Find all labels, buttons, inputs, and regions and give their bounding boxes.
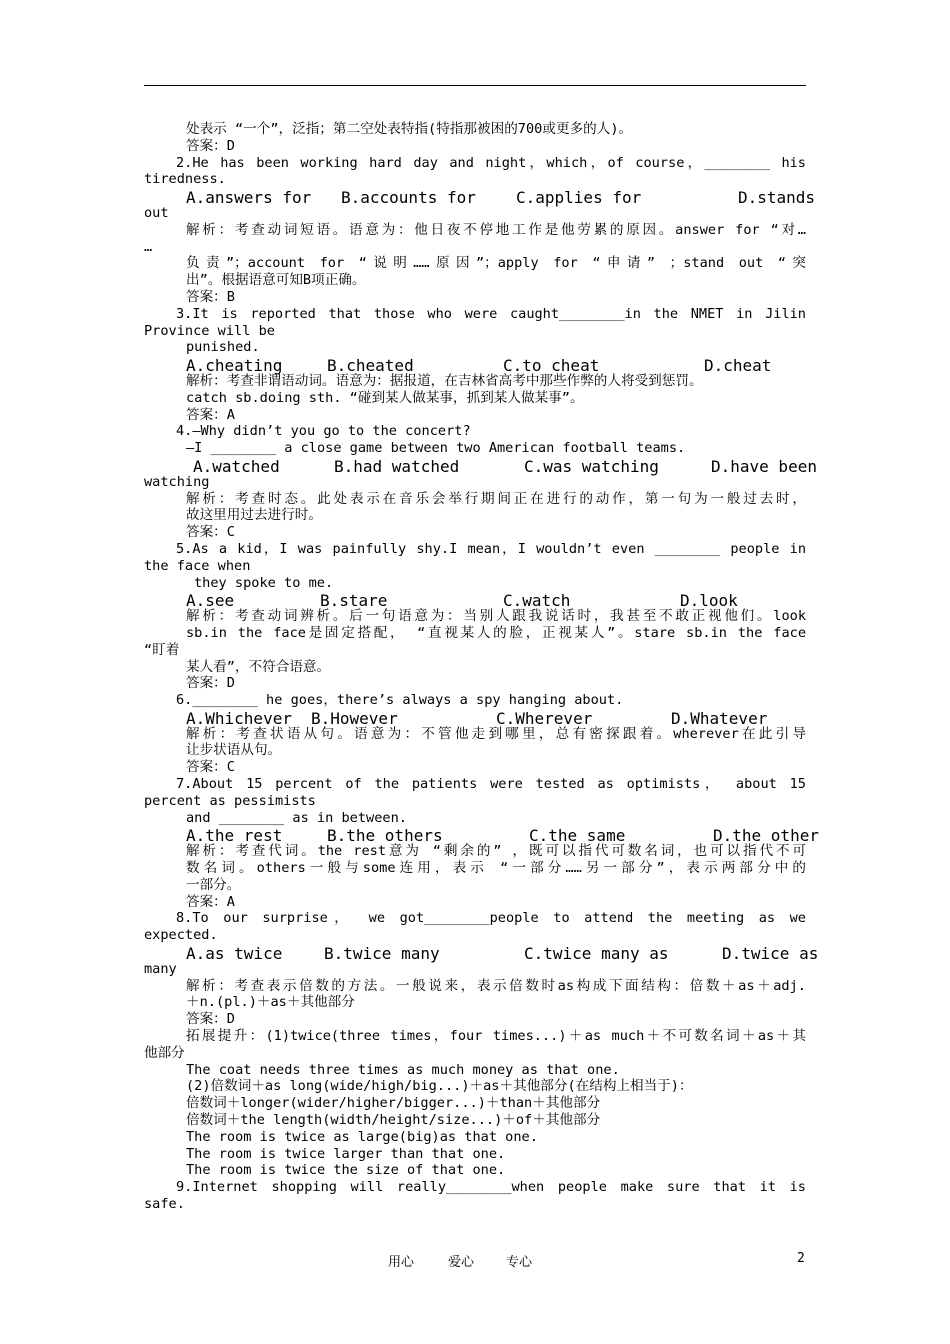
extension-line: 倍数词＋longer(wider/higher/bigger...)＋than＋其他部分 (186, 1095, 601, 1112)
analysis-line: 让步状语从句。 (186, 742, 282, 759)
example-sentence: The room is twice the size of that one. (186, 1162, 506, 1179)
analysis-line: 负责”；account for “说明……原因”；apply for “申请” ；stand out “突 (186, 255, 806, 272)
options-row (144, 709, 806, 726)
option-b: B.twice many (324, 944, 440, 964)
answer-line: 答案：A (186, 893, 235, 910)
question-9: 9.Internet shopping will really________when people make sure that it is (176, 1179, 806, 1196)
answer-line: 答案：D (186, 675, 235, 692)
answer-line: 答案：D (186, 137, 235, 154)
option-b: B.had watched (334, 456, 460, 476)
option-d: D.have been (711, 456, 817, 476)
example-sentence: The coat needs three times as much money as that one. (186, 1061, 620, 1078)
text-line: watching (144, 473, 210, 490)
text-line: safe. (144, 1196, 185, 1212)
option-c: C.applies for (516, 188, 642, 208)
option-b: B.accounts for (341, 188, 476, 208)
extension-line: 拓展提升：(1)twice(three times，four times...)＋as much＋不可数名词＋as＋其 (186, 1028, 806, 1045)
option-c: C.to cheat (503, 356, 600, 376)
options-row (144, 356, 806, 376)
option-c: C.was watching (524, 456, 659, 476)
option-a: A.cheating (186, 356, 283, 376)
option-a: A.Whichever (186, 708, 292, 728)
option-b: B.stare (320, 591, 388, 611)
question-2: 2.He has been working hard day and night，which，of course，________ his (176, 154, 806, 171)
analysis-line: 数名词。others一般与some连用，表示 “一部分……另一部分”，表示两部分中的 (186, 860, 806, 877)
answer-line: 答案：D (186, 1011, 235, 1028)
answer-line: 答案：C (186, 524, 235, 541)
analysis-line: 解析：考查非谓语动词。语意为：据报道，在吉林省高考中那些作弊的人将受到惩罚。 (186, 372, 703, 389)
text-line: and ________ as in between. (186, 809, 407, 826)
question-8: 8.To our surprise， we got________people to attend the meeting as we (176, 910, 806, 927)
option-d: D.stands (738, 188, 816, 208)
option-c: C.the same (529, 826, 626, 846)
footer-motto-right: 专心 (506, 1255, 533, 1270)
text-line: the face when (144, 557, 251, 574)
analysis-line: sb.in the face是固定搭配， “直视某人的脸，正视某人”。stare sb.in the face (186, 624, 806, 641)
question-4: 4.—Why didn’t you go to the concert? (176, 423, 471, 440)
text-line: … (144, 238, 153, 255)
page-footer (0, 1251, 950, 1270)
question-6: 6.________ he goes，there’s always a spy hanging about. (176, 692, 624, 709)
footer-motto-left: 用心 (388, 1255, 415, 1270)
text-line: “盯着 (144, 641, 180, 658)
question-5: 5.As a kid，I was painfully shy.I mean，I wouldn’t even ________ people in (176, 540, 806, 557)
option-c: C.Wherever (496, 708, 593, 728)
option-c: C.watch (503, 591, 571, 611)
analysis-line: 解析：考查时态。此处表示在音乐会举行期间正在进行的动作，第一句为一般过去时， (186, 490, 806, 507)
analysis-line: 解析：考查动词短语。语意为：他日夜不停地工作是他劳累的原因。answer for “对… (186, 221, 806, 238)
option-d: D.look (680, 591, 738, 611)
option-d: D.the other (713, 826, 819, 846)
analysis-line: 解析：考查动词辨析。后一句语意为：当别人跟我说话时，我甚至不敢正视他们。look (186, 608, 806, 625)
analysis-line: 一部分。 (186, 876, 241, 893)
options-row (144, 826, 819, 846)
text-line: punished. (186, 339, 260, 356)
option-a: A.as twice (186, 944, 283, 964)
answer-line: 答案：B (186, 288, 235, 305)
text-line: —I ________ a close game between two American football teams. (186, 440, 686, 457)
option-a: A.answers for (186, 188, 312, 208)
text-line: 处表示 “一个”，泛指；第二空处表特指(特指那被困的700或更多的人)。 (186, 121, 633, 137)
option-d: D.cheat (704, 356, 772, 376)
option-a: A.the rest (186, 826, 283, 846)
text-line: 他部分 (144, 1044, 185, 1061)
text-line: out (144, 204, 169, 221)
option-b: B.However (311, 708, 398, 728)
option-c: C.twice many as (524, 944, 669, 964)
example-sentence: The room is twice as large(big)as that one. (186, 1128, 538, 1145)
analysis-line: 故这里用过去进行时。 (186, 507, 322, 524)
header-rule (144, 85, 806, 86)
footer-motto-middle: 爱心 (448, 1255, 475, 1270)
example-sentence: The room is twice larger than that one. (186, 1145, 506, 1162)
option-d: D.twice as (722, 944, 819, 964)
text-line: tiredness. (144, 171, 226, 188)
analysis-line: 解析：考查代词。the rest意为 “剩余的” ，既可以指代可数名词，也可以指代不可 (186, 843, 806, 860)
analysis-line: ＋n.(pl.)＋as＋其他部分 (186, 994, 355, 1011)
analysis-line: 解析：考查表示倍数的方法。一般说来，表示倍数时as构成下面结构：倍数＋as＋adj. (186, 977, 806, 994)
option-b: B.the others (327, 826, 443, 846)
text-line: Province will be (144, 322, 275, 339)
analysis-line: catch sb.doing sth. “碰到某人做某事，抓到某人做某事”。 (186, 389, 584, 406)
analysis-line: 解析：考查状语从句。语意为：不管他走到哪里，总有密探跟着。wherever在此引导 (186, 725, 806, 742)
options-row (144, 188, 816, 208)
answer-line: 答案：C (186, 759, 235, 776)
answer-line: 答案：A (186, 406, 235, 423)
text-line: expected. (144, 927, 218, 944)
options-row (144, 591, 806, 611)
question-3: 3.It is reported that those who were caught________in the NMET in Jilin (176, 305, 806, 322)
extension-line: 倍数词＋the length(width/height/size...)＋of＋其他部分 (186, 1112, 601, 1129)
option-a: A.watched (193, 456, 280, 476)
analysis-line: 某人看”，不符合语意。 (186, 658, 331, 675)
options-row (144, 944, 819, 964)
page-number: 2 (797, 1251, 805, 1266)
options-row (144, 456, 817, 476)
option-b: B.cheated (327, 356, 414, 376)
extension-line: (2)倍数词＋as long(wide/high/big...)＋as＋其他部分(在结构上相当于)： (186, 1078, 693, 1095)
question-7: 7.About 15 percent of the patients were tested as optimists， about 15 (176, 776, 806, 793)
option-d: D.Whatever (671, 708, 768, 728)
text-line: percent as pessimists (144, 792, 316, 809)
text-line: many (144, 960, 177, 977)
text-line: they spoke to me. (194, 574, 334, 591)
analysis-line: 出”。根据语意可知B项正确。 (186, 272, 366, 289)
option-a: A.see (186, 591, 235, 611)
document-body (144, 121, 819, 1213)
